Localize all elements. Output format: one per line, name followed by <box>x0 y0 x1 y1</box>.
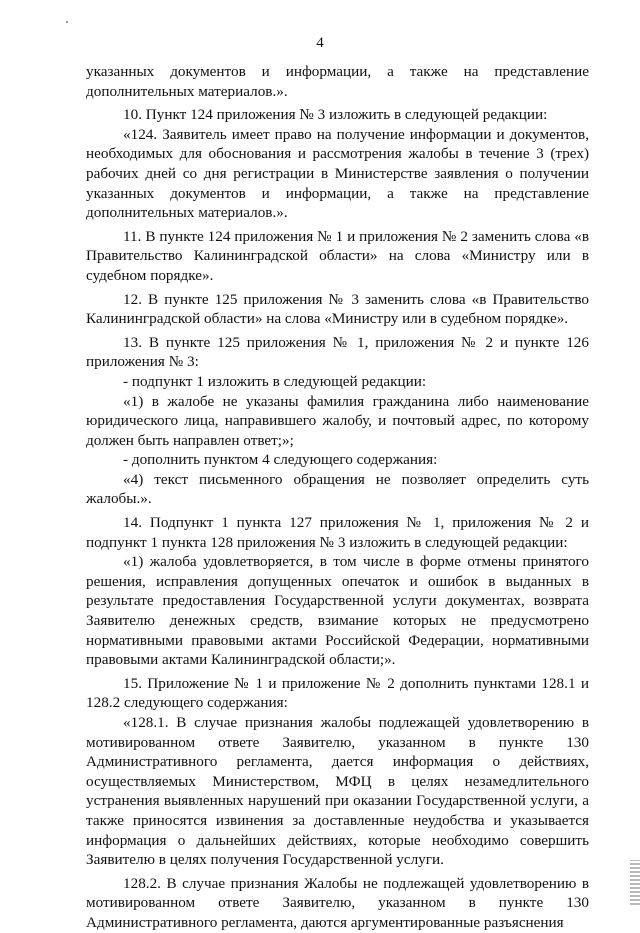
document-body <box>86 62 589 933</box>
paragraph-item-10: 10. Пункт 124 приложения № 3 изложить в следующей редакции: <box>123 106 548 124</box>
page-number: 4 <box>316 35 324 51</box>
paragraph-subitem-1: - подпункт 1 изложить в следующей редакции: <box>123 372 427 390</box>
paragraph-item-15: 15. Приложение № 1 и приложение № 2 дополнить пунктами 128.1 и 128.2 следующего содержания: <box>86 674 589 712</box>
paragraph-subitem-4: - дополнить пунктом 4 следующего содержания: <box>123 451 438 469</box>
paragraph-quote-128-1: «128.1. В случае признания жалобы подлежащей удовлетворению в мотивированном ответе Заявителю, указанном в пункте 130 Административного регламента, дается информация о действиях, осуществляемых Министерством, МФЦ в целях незамедлительного устранения выявленных нарушений при оказании Государственной услуги, а также приносятся извинения за доставленные неудобства и указывается информация о дальнейших действиях, которые необходимо совершить Заявителю в целях получения Государственной услуги. <box>86 714 589 869</box>
paragraph-item-12: 12. В пункте 125 приложения № 3 заменить слова «в Правительство Калининградской области» на слова «Министру или в судебном порядке». <box>86 290 589 328</box>
paragraph-quote-14-1: «1) жалоба удовлетворяется, в том числе в форме отмены принятого решения, исправления допущенных опечаток и ошибок в выданных в результате предоставления Государственной услуги документах, возврата Заявителю денежных средств, взимание которых не предусмотрено нормативными правовыми актами Российской Федерации, нормативными правовыми актами Калининградской области;». <box>86 553 589 669</box>
scan-speck <box>66 21 68 23</box>
paragraph-continuation: указанных документов и информации, а также на представление дополнительных материалов.». <box>86 63 589 100</box>
paragraph-quote-124: «124. Заявитель имеет право на получение информации и документов, необходимых для обоснования и рассмотрения жалобы в течение 3 (трех) рабочих дней со дня регистрации в Министерстве заявления о получении указанных документов и информации, а также на представление дополнительных материалов.». <box>86 125 589 222</box>
paragraph-item-14: 14. Подпункт 1 пункта 127 приложения № 1, приложения № 2 и подпункт 1 пункта 128 приложения № 3 изложить в следующей редакции: <box>86 514 589 551</box>
scan-edge-mark <box>630 860 640 905</box>
paragraph-quote-4: «4) текст письменного обращения не позволяет определить суть жалобы.». <box>86 470 589 508</box>
paragraph-quote-1: «1) в жалобе не указаны фамилия гражданина либо наименование юридического лица, направившего жалобу, и почтовый адрес, по которому должен быть направлен ответ;»; <box>86 392 589 449</box>
paragraph-item-11: 11. В пункте 124 приложения № 1 и приложения № 2 заменить слова «в Правительство Калининградской области» на слова «Министру или в судебном порядке». <box>86 227 589 284</box>
paragraph-item-13: 13. В пункте 125 приложения № 1, приложения № 2 и пункте 126 приложения № 3: <box>86 333 589 371</box>
paragraph-128-2: 128.2. В случае признания Жалобы не подлежащей удовлетворению в мотивированном ответе Заявителю, указанном в пункте 130 Административного регламента, даются аргументированные разъяснения <box>86 874 589 931</box>
